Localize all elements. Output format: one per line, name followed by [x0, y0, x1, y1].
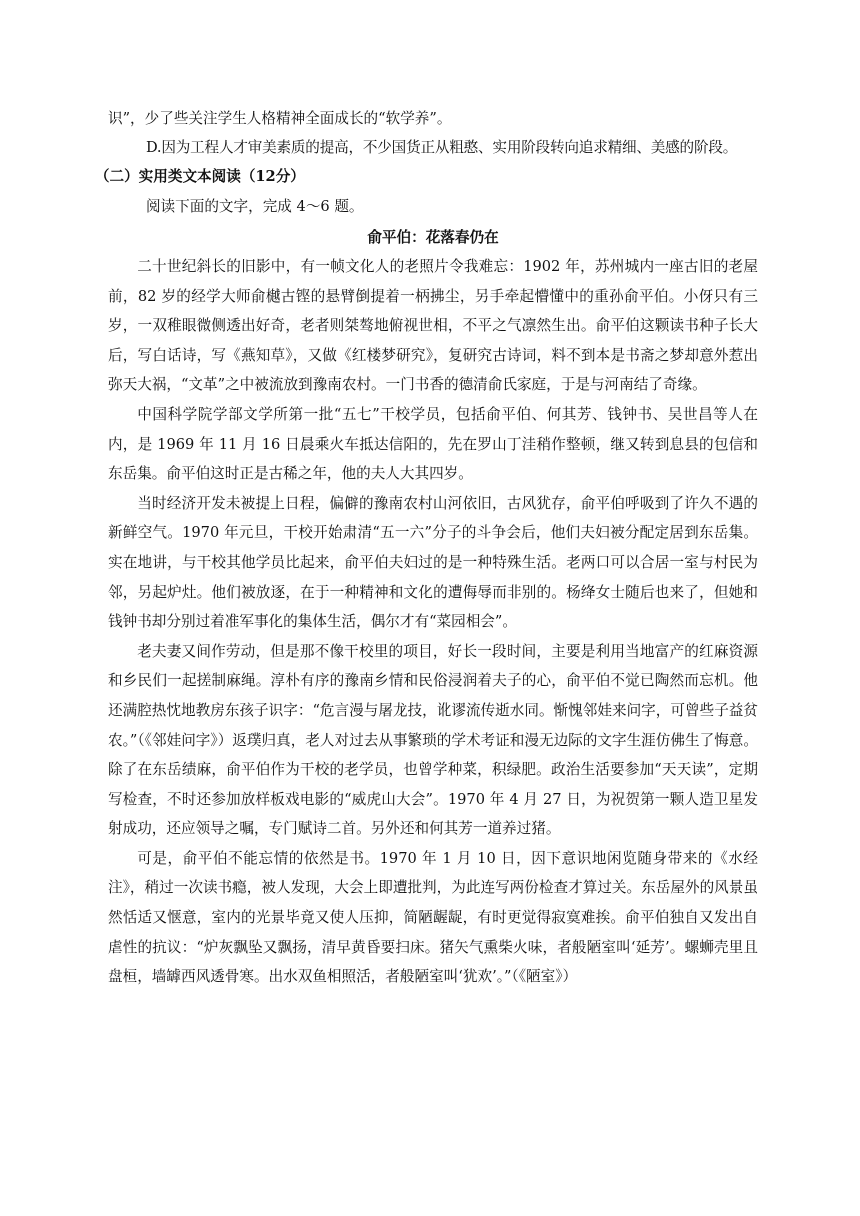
article-paragraph-2: 中国科学院学部文学所第一批“五七”干校学员，包括俞平伯、何其芳、钱钟书、吴世昌等人在内，是 1969 年 11 月 16 日晨乘火车抵达信阳的，先在罗山丁洼稍作整顿，继又转到息县的包信和东岳集。俞平伯这时正是古稀之年，他的夫人大其四岁。 [108, 405, 758, 483]
article-paragraph-5: 可是，俞平伯不能忘情的依然是书。1970 年 1 月 10 日，因下意识地闲览随身带来的《水经注》，稍过一次读书瘾，被人发现，大会上即遭批判，为此连写两份检查才算过关。东岳屋外的风景虽然恬适又惬意，室内的光景毕竟又使人压抑，简陋龌龊，有时更觉得寂寞难挨。俞平伯独自又发出自虐性的抗议：“炉灰飘坠又飘扬，清早黄昏要扫床。猪矢气熏柴火味，者般陋室叫‘延芳’。螺蛳壳里且盘桓，墙罅西风透骨寒。出水双鱼相照活，者般陋室叫‘犹欢’。”（《陋室》） [108, 849, 758, 986]
carryover-line: 识”，少了些关注学生人格精神全面成长的“软学养”。 [108, 110, 452, 127]
article-title: 俞平伯：花落春仍在 [367, 228, 499, 246]
option-d: D.因为工程人才审美素质的提高，不少国货正从粗憨、实用阶段转向追求精细、美感的阶段。 [145, 139, 738, 157]
article-paragraph-3: 当时经济开发未被提上日程，偏僻的豫南农村山河依旧，古风犹存，俞平伯呼吸到了许久不遇的新鲜空气。1970 年元旦，干校开始肃清“五一六”分子的斗争会后，他们夫妇被分配定居到东岳集。实在地讲，与干校其他学员比起来，俞平伯夫妇过的是一种特殊生活。老两口可以合居一室与村民为邻，另起炉灶。他们被放逐，在于一种精神和文化的遭侮辱而非别的。杨绛女士随后也来了，但她和钱钟书却分别过着准军事化的集体生活，偶尔才有“菜园相会”。 [108, 494, 758, 631]
section-heading: （二）实用类文本阅读（12分） [94, 168, 305, 186]
article-paragraph-1: 二十世纪斜长的旧影中，有一帧文化人的老照片令我难忘：1902 年，苏州城内一座古旧的老屋前，82 岁的经学大师俞樾古铿的悬臂倒提着一柄拂尘，另手牵起懵懂中的重孙俞平伯。小伢只有三岁，一双稚眼微侧透出好奇，老者则桀骜地俯视世相，不平之气凛然生出。俞平伯这颗读书种子长大后，写白话诗，写《燕知草》，又做《红楼梦研究》，复研究古诗词，料不到本是书斋之梦却意外惹出弥天大祸，“文革”之中被流放到豫南农村。一门书香的德清俞氏家庭，于是与河南结了奇缘。 [108, 258, 758, 394]
reading-instruction: 阅读下面的文字，完成 4～6 题。 [145, 197, 364, 215]
document-page [94, 104, 758, 992]
article-paragraph-4: 老夫妻又间作劳动，但是那不像干校里的项目，好长一段时间，主要是利用当地富产的红麻资源和乡民们一起搓制麻绳。淳朴有序的豫南乡情和民俗浸润着夫子的心，俞平伯不觉已陶然而忘机。他还满腔热忱地教房东孩子识字：“危言漫与屠龙技，讹谬流传逝水同。惭愧邻娃来问字，可曾些子益贫农。”（《邻娃问字》）返璞归真，老人对过去从事繁琐的学术考证和漫无边际的文字生涯仿佛生了悔意。 除了在东岳绩麻，俞平伯作为干校的老学员，也曾学种菜，积绿肥。政治生活要参加“天天读”，定期写检查，不时还参加放样板戏电影的“威虎山大会”。1970 年 4 月 27 日，为祝贺第一颗人造卫星发射成功，还应领导之嘱，专门赋诗二首。另外还和何其芳一道养过猪。 [108, 642, 758, 838]
